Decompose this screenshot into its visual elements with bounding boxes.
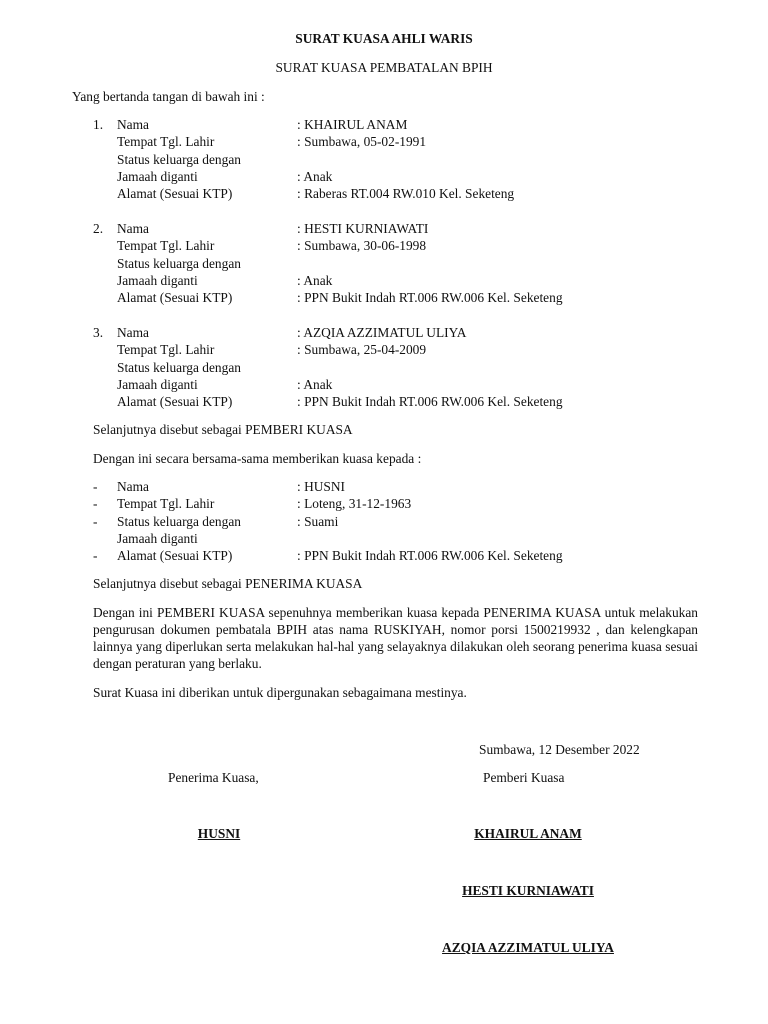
field-value: : Raberas RT.004 RW.010 Kel. Seketeng [297,186,515,202]
signature-giver-1: KHAIRUL ANAM [474,826,582,841]
bullet-dash: - [93,548,98,564]
field-value: : KHAIRUL ANAM [297,117,408,132]
bullet-dash: - [93,479,98,494]
field-label: Status keluarga dengan [117,255,241,271]
field-label: Tempat Tgl. Lahir [117,134,215,150]
field-label: Jamaah diganti [117,376,198,392]
place-date: Sumbawa, 12 Desember 2022 [479,742,640,757]
field-value: : HESTI KURNIAWATI [297,221,429,236]
field-label: Jamaah diganti [117,272,198,288]
field-label: Alamat (Sesuai KTP) [117,186,233,202]
giver-number: 3. [93,325,104,340]
bullet-dash: - [93,513,98,529]
field-label: Alamat (Sesuai KTP) [117,394,233,410]
field-label: Nama [117,325,149,340]
giver-number: 1. [93,117,104,132]
field-label: Status keluarga dengan [117,151,241,167]
field-label: Nama [117,221,149,236]
field-label: Alamat (Sesuai KTP) [117,290,233,306]
field-value: : HUSNI [297,479,345,494]
receiver-note: Selanjutnya disebut sebagai PENERIMA KUASA [93,576,363,591]
field-label: Tempat Tgl. Lahir [117,342,215,358]
field-value: : PPN Bukit Indah RT.006 RW.006 Kel. Seketeng [297,290,563,306]
field-value: : AZQIA AZZIMATUL ULIYA [297,325,467,340]
field-value: : Anak [297,376,333,392]
field-value: : Sumbawa, 05-02-1991 [297,134,427,150]
field-label: Nama [117,117,149,132]
field-label: Status keluarga dengan [117,359,241,375]
bullet-dash: - [93,496,98,512]
field-label: Status keluarga dengan [117,513,241,529]
signature-giver-3: AZQIA AZZIMATUL ULIYA [442,940,614,955]
field-label: Jamaah diganti [117,530,198,546]
field-value: : Anak [297,272,333,288]
field-value: : Suami [297,513,339,529]
field-label: Nama [117,479,149,494]
field-value: : PPN Bukit Indah RT.006 RW.006 Kel. Seketeng [297,548,563,564]
field-label: Tempat Tgl. Lahir [117,496,215,512]
field-value: : Sumbawa, 25-04-2009 [297,342,427,358]
intro-text: Yang bertanda tangan di bawah ini : [72,89,265,104]
document-title: SURAT KUASA AHLI WARIS [295,31,473,46]
field-value: : Anak [297,168,333,184]
giver-caption: Pemberi Kuasa [483,770,565,785]
giver-note: Selanjutnya disebut sebagai PEMBERI KUASA [93,422,353,437]
field-value: : Sumbawa, 30-06-1998 [297,238,427,254]
body-paragraph: Dengan ini PEMBERI KUASA sepenuhnya memberikan kuasa kepada PENERIMA KUASA untuk melakukan pengurusan dokumen pembatala BPIH atas nama RUSKIYAH, nomor porsi 1500219932 , dan kelengkapan lainnya yang diperlukan serta melakukan hal-hal yang selayaknya dilakukan oleh seorang penerima kuasa sesuai dengan peraturan yang berlaku. [93,605,698,671]
receiver-caption: Penerima Kuasa, [168,770,259,785]
field-label: Jamaah diganti [117,168,198,184]
closing-text: Surat Kuasa ini diberikan untuk dipergunakan sebagaimana mestinya. [93,685,467,700]
field-label: Tempat Tgl. Lahir [117,238,215,254]
signature-giver-2: HESTI KURNIAWATI [462,883,594,898]
field-value: : PPN Bukit Indah RT.006 RW.006 Kel. Seketeng [297,394,563,410]
document-subtitle: SURAT KUASA PEMBATALAN BPIH [275,60,493,75]
field-label: Alamat (Sesuai KTP) [117,548,233,564]
giver-number: 2. [93,221,104,236]
field-value: : Loteng, 31-12-1963 [297,496,412,512]
grant-intro: Dengan ini secara bersama-sama memberikan kuasa kepada : [93,451,422,466]
signature-receiver: HUSNI [197,826,241,841]
